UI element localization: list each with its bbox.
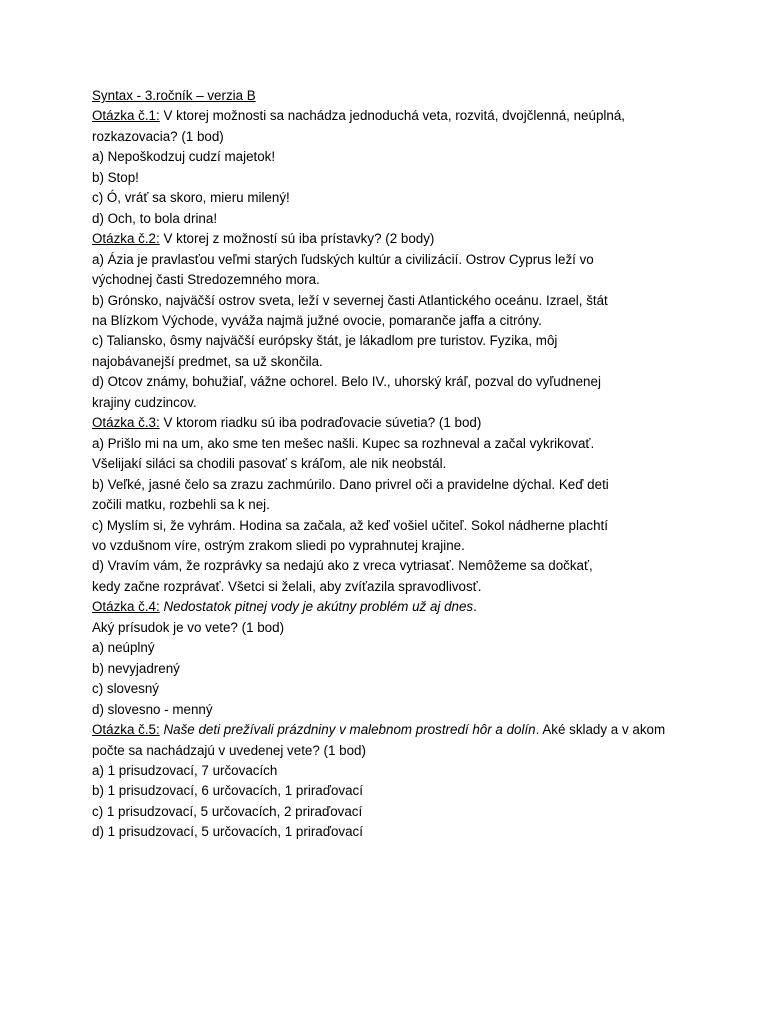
question-text-line: počte sa nachádzajú v uvedenej vete? (1 bod) xyxy=(92,742,366,758)
question-heading xyxy=(92,106,732,126)
answer-option-line: vo vzdušnom víre, ostrým zrakom sliedi po vyprahnutej krajine. xyxy=(92,537,465,553)
answer-option-line: krajiny cudzincov. xyxy=(92,394,197,410)
answer-option-line: c) Ó, vráť sa skoro, mieru milený! xyxy=(92,190,290,206)
answer-option-line: d) Vravím vám, že rozprávky sa nedajú ako z vreca vytriasať. Nemôžeme sa dočkať, xyxy=(92,558,593,574)
answer-option-line: b) nevyjadrený xyxy=(92,660,180,676)
answer-option-line: a) 1 prisudzovací, 7 určovacích xyxy=(92,762,278,778)
answer-option-line: c) Taliansko, ôsmy najväčší európsky štát, je lákadlom pre turistov. Fyzika, môj xyxy=(92,333,558,349)
question-text-line: rozkazovacia? (1 bod) xyxy=(92,128,224,144)
answer-option-line: b) 1 prisudzovací, 6 určovacích, 1 priraďovací xyxy=(92,783,363,799)
question-text-continued: . Aké sklady a v akom xyxy=(535,722,666,738)
question-text: V ktorej z možností sú iba prístavky? (2 body) xyxy=(163,231,435,247)
question-text: V ktorom riadku sú iba podraďovacie súvetia? (1 bod) xyxy=(163,415,482,431)
answer-option-line: a) Prišlo mi na um, ako sme ten mešec našli. Kupec sa rozhneval a začal vykrikovať. xyxy=(92,435,595,451)
question-label: Otázka č.2: xyxy=(92,231,160,247)
question-label: Otázka č.1: xyxy=(92,108,160,124)
answer-option-line: c) slovesný xyxy=(92,681,159,697)
question-heading xyxy=(92,413,732,433)
question-heading xyxy=(92,229,732,249)
question-label: Otázka č.3: xyxy=(92,415,160,431)
question-text: V ktorej možnosti sa nachádza jednoduchá veta, rozvitá, dvojčlenná, neúplná, xyxy=(163,108,625,124)
question-quoted-sentence: Nedostatok pitnej vody je akútny problém už aj dnes xyxy=(163,599,474,615)
answer-option-line: a) Nepoškodzuj cudzí majetok! xyxy=(92,149,276,165)
answer-option-line: východnej časti Stredozemného mora. xyxy=(92,272,320,288)
answer-option-line: a) neúplný xyxy=(92,640,155,656)
document-content xyxy=(92,86,732,843)
answer-option-line: c) 1 prisudzovací, 5 určovacích, 2 priraďovací xyxy=(92,803,363,819)
answer-option-line: kedy začne rozprávať. Všetci si želali, aby zvíťazila spravodlivosť. xyxy=(92,578,482,594)
question-heading xyxy=(92,597,732,617)
question-heading xyxy=(92,720,732,740)
answer-option-line: c) Myslím si, že vyhrám. Hodina sa začala, až keď vošiel učiteľ. Sokol nádherne plachtí xyxy=(92,517,608,533)
answer-option-line: Všelijakí siláci sa chodili pasovať s kráľom, ale nik neobstál. xyxy=(92,456,447,472)
question-text-line: Aký prísudok je vo vete? (1 bod) xyxy=(92,619,285,635)
answer-option-line: b) Veľké, jasné čelo sa zrazu zachmúrilo. Dano privrel oči a pravidelne dýchal. Keď deti xyxy=(92,476,609,492)
document-title: Syntax - 3.ročník – verzia B xyxy=(92,88,256,103)
answer-option-line: d) slovesno - menný xyxy=(92,701,213,717)
question-text-continued: . xyxy=(473,599,477,615)
answer-option-line: na Blízkom Východe, vyváža najmä južné ovocie, pomaranče jaffa a citróny. xyxy=(92,312,542,328)
question-quoted-sentence: Naše deti prežívali prázdniny v malebnom prostredí hôr a dolín xyxy=(163,722,536,738)
answer-option-line: a) Ázia je pravlasťou veľmi starých ľudských kultúr a civilizácií. Ostrov Cyprus leží vo xyxy=(92,251,594,267)
question-label: Otázka č.5: xyxy=(92,722,160,738)
answer-option-line: zočili matku, rozbehli sa k nej. xyxy=(92,497,270,513)
answer-option-line: b) Stop! xyxy=(92,169,139,185)
answer-option-line: najobávanejší predmet, sa už skončila. xyxy=(92,353,323,369)
answer-option-line: d) Och, to bola drina! xyxy=(92,210,218,226)
answer-option-line: d) Otcov známy, bohužiaľ, vážne ochorel. Belo IV., uhorský kráľ, pozval do vyľudnenej xyxy=(92,374,601,390)
answer-option-line: d) 1 prisudzovací, 5 určovacích, 1 priraďovací xyxy=(92,824,363,840)
question-label: Otázka č.4: xyxy=(92,599,160,615)
answer-option-line: b) Grónsko, najväčší ostrov sveta, leží v severnej časti Atlantického oceánu. Izrael, štát xyxy=(92,292,608,308)
